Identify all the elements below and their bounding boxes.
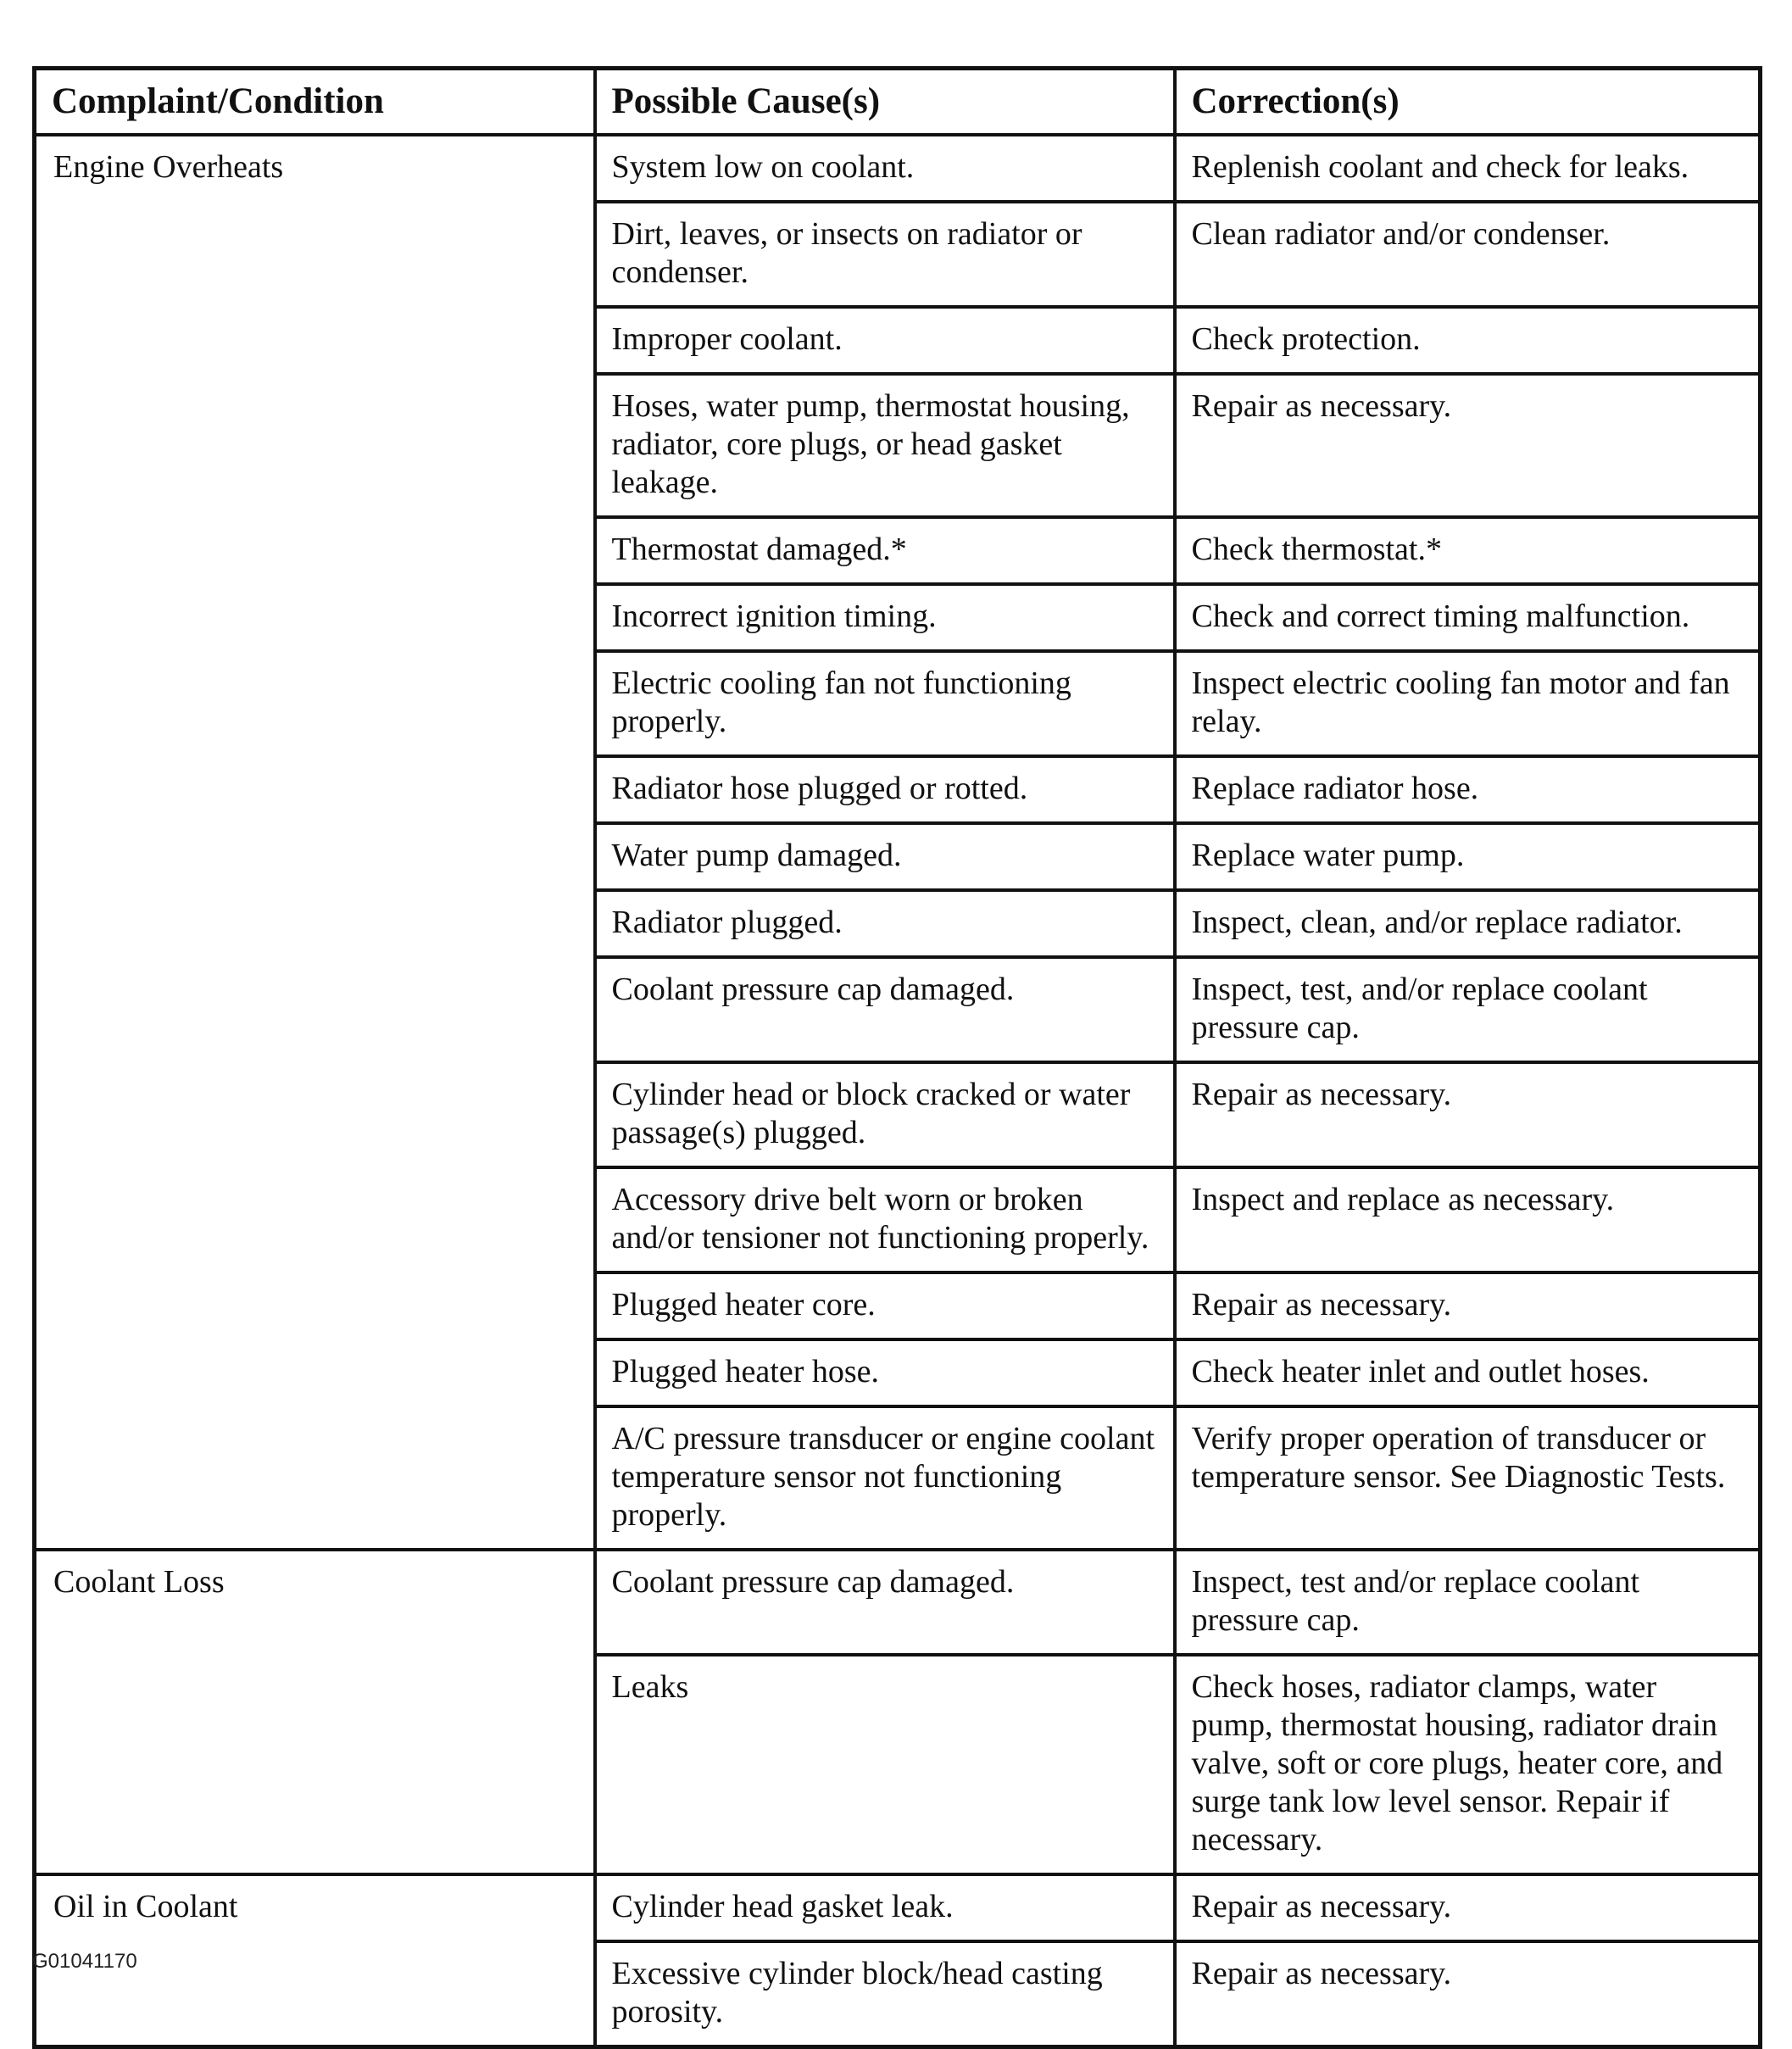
cause-cell: Excessive cylinder block/head casting porosity. [595,1941,1175,2047]
cause-cell: Leaks [595,1655,1175,1874]
correction-cell: Repair as necessary. [1175,1874,1761,1941]
diagnosis-table [32,66,1762,2049]
header-possible-causes: Possible Cause(s) [595,69,1175,136]
cause-cell: Water pump damaged. [595,823,1175,890]
table-row [35,135,1761,202]
correction-cell: Inspect, test, and/or replace coolant pressure cap. [1175,957,1761,1062]
header-row [35,69,1761,136]
table-row [35,1874,1761,1941]
header-complaint-condition: Complaint/Condition [35,69,595,136]
cause-cell: System low on coolant. [595,135,1175,202]
cause-cell: Dirt, leaves, or insects on radiator or condenser. [595,202,1175,307]
correction-cell: Repair as necessary. [1175,1062,1761,1167]
table-body [35,135,1761,2047]
condition-cell: Oil in Coolant [35,1874,595,2047]
correction-cell: Replenish coolant and check for leaks. [1175,135,1761,202]
cause-cell: Hoses, water pump, thermostat housing, radiator, core plugs, or head gasket leakage. [595,374,1175,517]
cause-cell: Radiator hose plugged or rotted. [595,756,1175,823]
cause-cell: Coolant pressure cap damaged. [595,1550,1175,1655]
cause-cell: Coolant pressure cap damaged. [595,957,1175,1062]
correction-cell: Clean radiator and/or condenser. [1175,202,1761,307]
cause-cell: Incorrect ignition timing. [595,584,1175,651]
correction-cell: Replace radiator hose. [1175,756,1761,823]
cause-cell: Electric cooling fan not functioning properly. [595,651,1175,756]
cause-cell: Radiator plugged. [595,890,1175,957]
correction-cell: Repair as necessary. [1175,1941,1761,2047]
correction-cell: Inspect, test and/or replace coolant pressure cap. [1175,1550,1761,1655]
correction-cell: Check thermostat.* [1175,517,1761,584]
correction-cell: Inspect electric cooling fan motor and fan relay. [1175,651,1761,756]
correction-cell: Repair as necessary. [1175,374,1761,517]
correction-cell: Check heater inlet and outlet hoses. [1175,1339,1761,1406]
header-corrections: Correction(s) [1175,69,1761,136]
correction-cell: Verify proper operation of transducer or temperature sensor. See Diagnostic Tests. [1175,1406,1761,1550]
correction-cell: Replace water pump. [1175,823,1761,890]
correction-cell: Check hoses, radiator clamps, water pump, thermostat housing, radiator drain valve, soft or core plugs, heater core, and surge tank low level sensor. Repair if necessary. [1175,1655,1761,1874]
cause-cell: A/C pressure transducer or engine coolant temperature sensor not functioning properly. [595,1406,1175,1550]
figure-id: G01041170 [32,1950,137,1973]
cause-cell: Plugged heater hose. [595,1339,1175,1406]
cause-cell: Cylinder head or block cracked or water passage(s) plugged. [595,1062,1175,1167]
correction-cell: Repair as necessary. [1175,1272,1761,1339]
correction-cell: Check protection. [1175,307,1761,374]
condition-cell: Coolant Loss [35,1550,595,1874]
cause-cell: Improper coolant. [595,307,1175,374]
cause-cell: Cylinder head gasket leak. [595,1874,1175,1941]
cause-cell: Plugged heater core. [595,1272,1175,1339]
diagnosis-chart [32,66,1758,2049]
correction-cell: Check and correct timing malfunction. [1175,584,1761,651]
cause-cell: Thermostat damaged.* [595,517,1175,584]
correction-cell: Inspect and replace as necessary. [1175,1167,1761,1272]
correction-cell: Inspect, clean, and/or replace radiator. [1175,890,1761,957]
cause-cell: Accessory drive belt worn or broken and/or tensioner not functioning properly. [595,1167,1175,1272]
table-row [35,1550,1761,1655]
condition-cell: Engine Overheats [35,135,595,1550]
